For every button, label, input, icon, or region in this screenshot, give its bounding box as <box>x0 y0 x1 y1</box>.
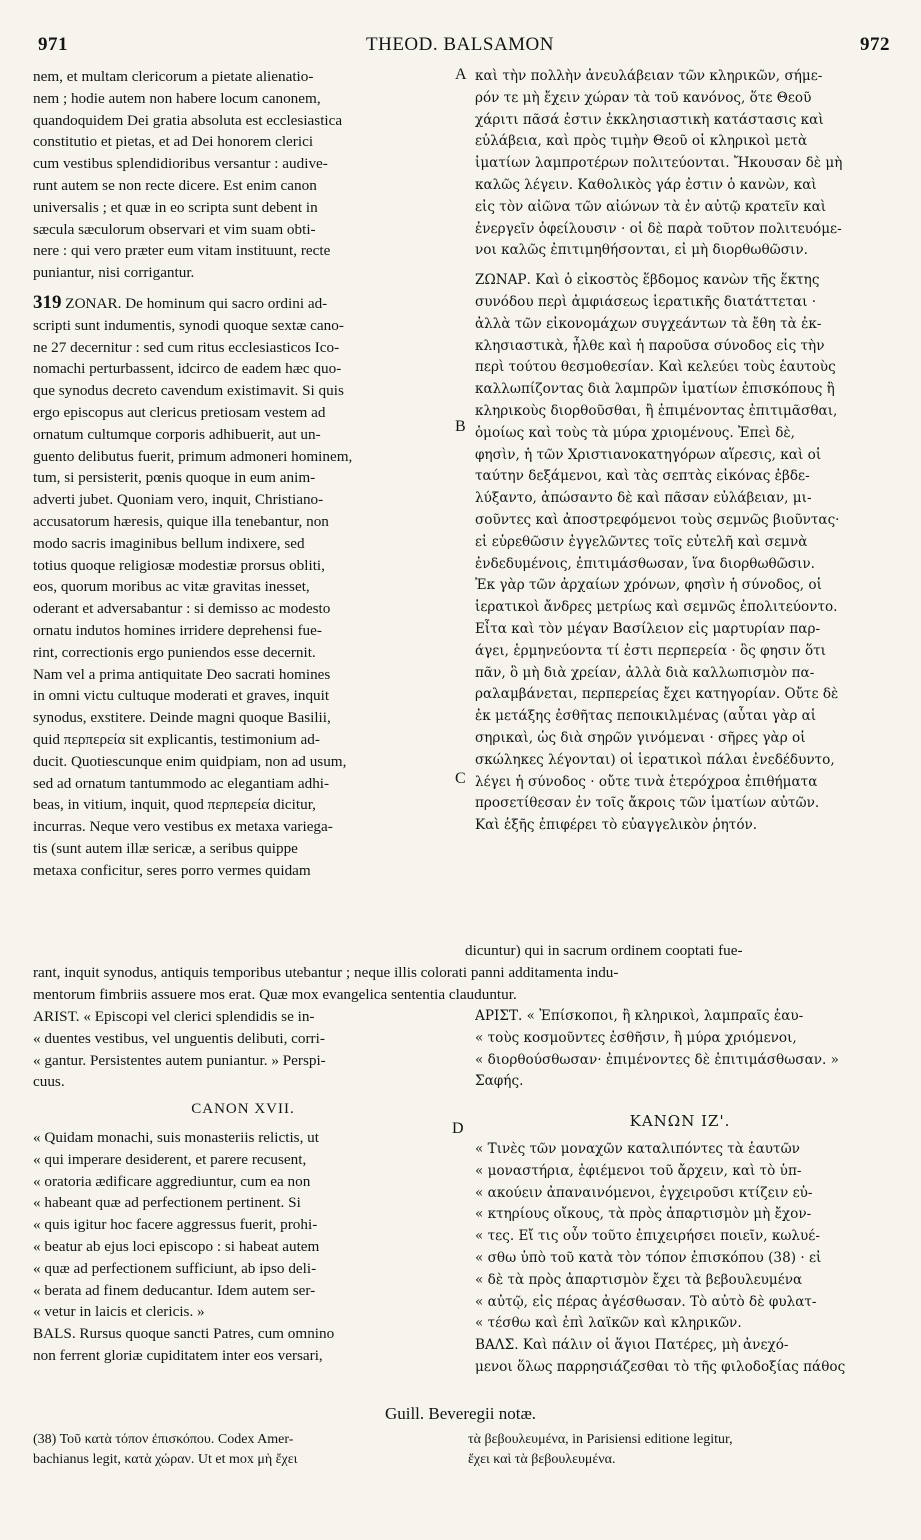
greek-arist-paragraph <box>475 1006 885 1093</box>
page-number-left: 971 <box>38 34 68 55</box>
latin-text-line: « vetur in laicis et clericis. » <box>33 1303 205 1321</box>
latin-text-line: runt autem se non recte dicere. Est enim canon <box>33 176 317 194</box>
latin-text-line: scripti sunt indumentis, synodi quoque sextæ cano- <box>33 316 344 334</box>
latin-text-line: tis (sunt autem illæ sericæ, a seribus quippe <box>33 839 298 857</box>
latin-text-line: cum vestibus splendidioribus versantur : audive- <box>33 155 328 173</box>
greek-text-line: « διορθούσθωσαν· ἐπιμένοντες δὲ ἐπιτιμάσθωσαν. » <box>475 1051 839 1068</box>
note-line: bachianus legit, κατὰ χώραν. Ut et mox μὴ ἔχει <box>33 1452 298 1467</box>
full-width-line-3: mentorum fimbriis assuere mos erat. Quæ mox evangelica sententia clauduntur. <box>33 986 517 1003</box>
latin-text-line: ducit. Quotiescunque enim quidpiam, non ad usum, <box>33 752 347 770</box>
greek-text-line: ρόν τε μὴ ἔχειν χώραν τὰ τοῦ κανόνος, ὅτε Θεοῦ <box>475 89 812 106</box>
latin-text-line: adverti jubet. Quoniam vero, inquit, Christiano- <box>33 491 324 509</box>
latin-text-line: sed ad ornatum tantummodo ac elegantiam adhi- <box>33 774 330 792</box>
latin-text-line: 319 ZONAR. De hominum qui sacro ordini ad- <box>33 291 328 313</box>
greek-text-line: ἱματίων λαμπροτέρων πολιτεύονται. Ἤκουσαν δὲ μὴ <box>475 155 843 172</box>
latin-text-line: ergo episcopus aut clericus pretiosam vestem ad <box>33 403 326 421</box>
latin-text-line: puniantur, nisi corrigantur. <box>33 264 195 282</box>
greek-text-line: προσετίθεσαν ἐν τοῖς ἄκροις τῶν ἱματίων αὐτῶν. <box>475 795 820 812</box>
greek-text-line: « τέσθω καὶ ἐπὶ λαϊκῶν καὶ κληρικῶν. <box>475 1315 742 1332</box>
latin-text-line: tum, si persisterit, pœnis quoque in eum anim- <box>33 469 316 487</box>
latin-text-line: sæcula sæculorum observari et vim suam obti- <box>33 220 316 238</box>
margin-letter-a: A <box>455 66 467 83</box>
full-width-line-2: rant, inquit synodus, antiquis temporibus utebantur ; neque illis colorati panni additamenta indu- <box>33 964 619 981</box>
latin-text-line: non ferrent gloriæ cupiditatem inter eos versari, <box>33 1346 323 1364</box>
greek-text-line: λύξαντο, ἀπώσαντο δὲ καὶ πᾶσαν εὐλάβειαν, μι- <box>475 490 812 507</box>
greek-text-line: σηρικαὶ, ὡς διὰ σηρῶν γινόμεναι · σῆρες γὰρ οἱ <box>475 729 806 746</box>
full-width-line-1: dicuntur) qui in sacrum ordinem cooptati fue- <box>465 942 743 959</box>
page-number-right: 972 <box>860 34 890 55</box>
latin-text-line: quid περπερεία sit explicantis, testimonium ad- <box>33 730 320 748</box>
greek-text-line: « μοναστήρια, ἐφιέμενοι τοῦ ἄρχειν, καὶ τὸ ὑπ- <box>475 1162 802 1179</box>
latin-canon-title: CANON XVII. <box>191 1101 295 1118</box>
running-head <box>30 34 890 58</box>
greek-text-line: ἀλλὰ τῶν εἰκονομάχων συγχεάντων τὰ ἔθη τὰ ἐκ- <box>475 315 822 332</box>
latin-text-line: nem, et multam clericorum a pietate alienatio- <box>33 68 314 85</box>
notes-right <box>468 1430 888 1470</box>
latin-text-line: modo sacris imaginibus bellum indixere, sed <box>33 534 305 552</box>
latin-text-line: « duentes vestibus, vel unguentis delibuti, corri- <box>33 1029 325 1047</box>
greek-column <box>475 66 885 837</box>
latin-text-line: cuus. <box>33 1073 65 1091</box>
greek-text-line: εἰς τὸν αἰῶνα τῶν αἰώνων τὰ ἐν αὐτῷ κρατεῖν καὶ <box>475 198 827 215</box>
greek-text-line: « αὐτῷ, εἰς πέρας ἀγέσθωσαν. Τὸ αὐτὸ δὲ φυλατ- <box>475 1293 817 1310</box>
margin-letter-c: C <box>455 770 466 787</box>
latin-text-line: « habeant quæ ad perfectionem pertinent. Si <box>33 1194 301 1212</box>
greek-text-line: « Τινὲς τῶν μοναχῶν καταλιπόντες τὰ ἑαυτῶν <box>475 1140 800 1157</box>
latin-text-line: quandoquidem Dei gratia absoluta est ecclesiastica <box>33 111 343 129</box>
greek-text-line: « σθω ὑπὸ τοῦ κατὰ τὸν τόπον ἐπισκόπου (38) · εἰ <box>475 1249 822 1266</box>
greek-zonar-paragraph <box>475 270 885 837</box>
latin-text-line: ne 27 decernitur : sed cum ritus ecclesiasticos Ico- <box>33 338 340 356</box>
latin-zonar-paragraph <box>33 292 453 882</box>
greek-text-line: σοῦντες καὶ ἀποστρεφόμενοι τοὺς σεμνῶς βιοῦντας· <box>475 511 840 528</box>
greek-text-line: περὶ τούτου θεσμοθεσίαν. Καὶ κελεύει τοὺς ἑαυτοὺς <box>475 359 836 376</box>
latin-text-line: universalis ; et quæ in eo scripta sunt debent in <box>33 198 318 216</box>
greek-text-line: ἐνδεδυμένοις, ἐπιτιμάσθωσαν, ἵνα διορθωθῶσιν. <box>475 555 815 572</box>
greek-text-line: « δὲ τὰ πρὸς ἀπαρτισμὸν ἔχει τὰ βεβουλευμένα <box>475 1271 803 1288</box>
greek-text-line: ταύτην δεξάμενοι, καὶ τὰς σεπτὰς εἰκόνας ἐβδε- <box>475 468 810 485</box>
greek-canon-title: ΚΑΝΩΝ ΙΖ'. <box>629 1112 731 1131</box>
latin-text-line: « quæ ad perfectionem sufficiunt, ab ipso deli- <box>33 1259 317 1277</box>
greek-text-line: λέγει ἡ σύνοδος · οὔτε τινὰ ἑτερόχροα ἐπιθήματα <box>475 773 818 790</box>
greek-text-line: ἱερατικοὶ ἄνδρες μετρίως καὶ σεμνῶς ἐπολιτεύοντο. <box>475 599 838 616</box>
greek-text-line: κλησιαστικὰ, ἦλθε καὶ ἡ παροῦσα σύνοδος εἰς τὴν <box>475 337 825 354</box>
latin-text-line: nem ; hodie autem non habere locum canonem, <box>33 89 321 107</box>
greek-text-line: ὁμοίως καὶ τοὺς τὰ μύρα χριομένους. Ἐπεὶ δὲ, <box>475 424 796 441</box>
latin-text-line: eos, quorum moribus ac vitæ gravitas inesset, <box>33 578 310 596</box>
latin-text-line: « gantur. Persistentes autem puniantur. » Perspi- <box>33 1051 326 1069</box>
latin-text-line: accusatorum hæresis, quique illa tenebantur, non <box>33 512 329 530</box>
column-number: 319 <box>33 291 62 313</box>
greek-text-line: εἰ εὑρεθῶσιν ἐγγελῶντες τοῖς εὐτελῆ καὶ σεμνὰ <box>475 533 808 550</box>
notes-left <box>33 1430 453 1470</box>
greek-text-line: πᾶν, ὃ μὴ διὰ χρείαν, ἀλλὰ διὰ καλλωπισμὸν πα- <box>475 664 815 681</box>
note-line: ἔχει καὶ τὰ βεβουλευμένα. <box>468 1452 616 1467</box>
latin-text-line: beas, in vitium, inquit, quod περπερεία dicitur, <box>33 796 316 814</box>
greek-text-line: καλῶς λέγειν. Καθολικὸς γάρ ἐστιν ὁ κανὼν, καὶ <box>475 176 817 193</box>
greek-text-line: καὶ τὴν πολλὴν ἀνευλάβειαν τῶν κληρικῶν, σήμε- <box>475 68 823 84</box>
greek-text-line: « ακούειν ἀπαναινόμενοι, ἐγχειροῦσι κτίζειν εὐ- <box>475 1184 813 1201</box>
latin-column <box>33 66 453 881</box>
greek-text-line: Καὶ ἑξῆς ἐπιφέρει τὸ εὐαγγελικὸν ῥητόν. <box>475 817 758 834</box>
greek-text-line: χάριτι πᾶσά ἐστιν ἐκκλησιαστικὴ κατάστασις καὶ <box>475 111 824 128</box>
greek-text-line: ἐνεργεῖν ὀφείλουσιν · οἱ δὲ παρὰ τοῦτον πολιτευόμε- <box>475 220 842 237</box>
latin-text-line: guento delibutus fuerit, primum admoneri hominem, <box>33 447 353 465</box>
latin-top-paragraph <box>33 66 453 284</box>
greek-text-line: κληρικοὺς διορθοῦσθαι, ἢ ἐπιμένοντας ἐπιτιμᾶσθαι, <box>475 402 838 419</box>
latin-arist-paragraph <box>33 1006 453 1093</box>
margin-letter-b: B <box>455 418 466 435</box>
greek-text-line: συνόδου περὶ ἀμφιάσεως ἱερατικῆς διατάττεται · <box>475 293 817 310</box>
latin-text-line: que synodus decreto cavendum existimavit. Si quis <box>33 382 344 400</box>
greek-canon-paragraph <box>475 1139 885 1379</box>
greek-text-line: ραλαμβάνεται, περπερείας ἔχει κατηγορίαν. Οὔτε δὲ <box>475 686 839 703</box>
greek-text-line: φησὶν, ἡ τῶν Χριστιανοκατηγόρων αἵρεσις, καὶ οἱ <box>475 446 822 463</box>
latin-text-line: rint, correctionis ergo puniendos esse decernit. <box>33 643 316 661</box>
greek-text-line: καλλωπίζοντας διὰ λαμπρῶν ἱματίων ἐπισκόπους ἢ <box>475 381 835 398</box>
latin-text-line: « quis igitur hoc facere aggressus fuerit, prohi- <box>33 1216 318 1234</box>
latin-text-line: Nam vel a prima antiquitate Deo sacrati homines <box>33 665 331 683</box>
margin-letter-d: D <box>452 1120 464 1137</box>
greek-text-line: άγει, ἑρμηνεύοντα τί ἐστι περπερεία · ὃς φησιν ὅτι <box>475 642 827 659</box>
latin-canon-paragraph <box>33 1127 453 1367</box>
greek-text-line: μενοι ὅλως παρρησιάζεσθαι τὸ τῆς φιλοδοξίας πάθος <box>475 1358 846 1375</box>
greek-text-line: ΖΩΝΑΡ. Καὶ ὁ εἰκοστὸς ἕβδομος κανὼν τῆς ἕκτης <box>475 272 820 289</box>
latin-text-line: ornatum cultumque corporis adhibuerit, aut un- <box>33 425 321 443</box>
latin-text-line: constitutio et pietas, et ad Dei honorem clerici <box>33 133 314 151</box>
latin-text-line: oderant et adversabantur : si demisso ac modesto <box>33 600 331 618</box>
greek-text-line: « τες. Εἴ τις οὖν τοῦτο ἐπιχειρήσει ποιεῖν, κωλυέ- <box>475 1228 820 1245</box>
greek-text-line: « τοὺς κοσμοῦντες ἐσθῆσιν, ἢ μύρα χριόμενοι, <box>475 1029 797 1046</box>
latin-text-line: « Quidam monachi, suis monasteriis relictis, ut <box>33 1128 319 1146</box>
latin-text-line: in omni victu cultuque moderati et graves, inquit <box>33 687 330 705</box>
greek-text-line: ἐκ μετάξης ἐσθῆτας πεποικιλμένας (αὗται γὰρ αἱ <box>475 708 817 725</box>
greek-text-line: Σαφής. <box>475 1073 524 1090</box>
note-line: τὰ βεβουλευμένα, in Parisiensi editione legitur, <box>468 1432 733 1447</box>
greek-text-line: « κτηρίους οἴκους, τὰ πρὸς ἀπαρτισμὸν μὴ ἔχον- <box>475 1206 812 1223</box>
greek-text-line: Εἶτα καὶ τὸν μέγαν Βασίλειον εἰς μαρτυρίαν παρ- <box>475 620 821 637</box>
greek-top-paragraph <box>475 66 885 262</box>
latin-text-line: ornatu indutos homines irridere deprehensi fue- <box>33 621 322 639</box>
latin-text-line: synodus, exstitere. Deinde magni quoque Basilii, <box>33 709 331 727</box>
notes-title: Guill. Beveregii notæ. <box>384 1404 537 1423</box>
latin-text-line: totius quoque religiosæ modestiæ prorsus obliti, <box>33 556 325 574</box>
latin-text-line: nere : qui vero præter eum vitam instituunt, recte <box>33 242 331 260</box>
latin-text-line: nomachi perturbassent, idcirco de eadem hæc quo- <box>33 360 342 378</box>
greek-lower-column <box>475 1006 885 1379</box>
note-line: (38) Τοῦ κατὰ τόπον ἐπισκόπου. Codex Amer- <box>33 1432 294 1447</box>
greek-text-line: ΑΡΙΣΤ. « Ἐπίσκοποι, ἢ κληρικοὶ, λαμπραῖς ἑαυ- <box>475 1008 804 1024</box>
latin-text-line: « beatur ab ejus loci episcopo : si habeat autem <box>33 1237 320 1255</box>
running-title: THEOD. BALSAMON <box>366 34 554 55</box>
latin-text-line: BALS. Rursus quoque sancti Patres, cum omnino <box>33 1325 335 1343</box>
latin-text-line: ARIST. « Episcopi vel clerici splendidis se in- <box>33 1008 315 1025</box>
greek-text-line: σκώληκες λέγονται) οἱ ἱερατικοὶ πάλαι ἐνεδέδυντο, <box>475 751 835 768</box>
latin-text-line: incurras. Neque vero vestibus ex metaxa variega- <box>33 818 333 836</box>
greek-text-line: ΒΑΛΣ. Καὶ πάλιν οἱ ἅγιοι Πατέρες, μὴ ἀνεχό- <box>475 1337 789 1354</box>
latin-text-line: metaxa conficitur, seres porro vermes quidam <box>33 861 311 879</box>
latin-text-line: « berata ad finem deducantur. Idem autem ser- <box>33 1281 316 1299</box>
greek-text-line: εὐλάβεια, καὶ πρὸς τιμὴν Θεοῦ οἱ κληρικοὶ μετὰ <box>475 133 808 150</box>
latin-text-line: « oratoria ædificare aggrediuntur, cum ea non <box>33 1172 311 1190</box>
greek-text-line: νοι καλῶς ἐπιτιμηθήσονται, εἰ μὴ διορθωθῶσιν. <box>475 242 808 259</box>
latin-lower-column <box>33 1006 453 1367</box>
greek-text-line: Ἐκ γὰρ τῶν ἀρχαίων χρόνων, φησὶν ἡ σύνοδος, οἱ <box>475 577 822 594</box>
latin-text-line: « qui imperare desiderent, et parere recusent, <box>33 1150 307 1168</box>
